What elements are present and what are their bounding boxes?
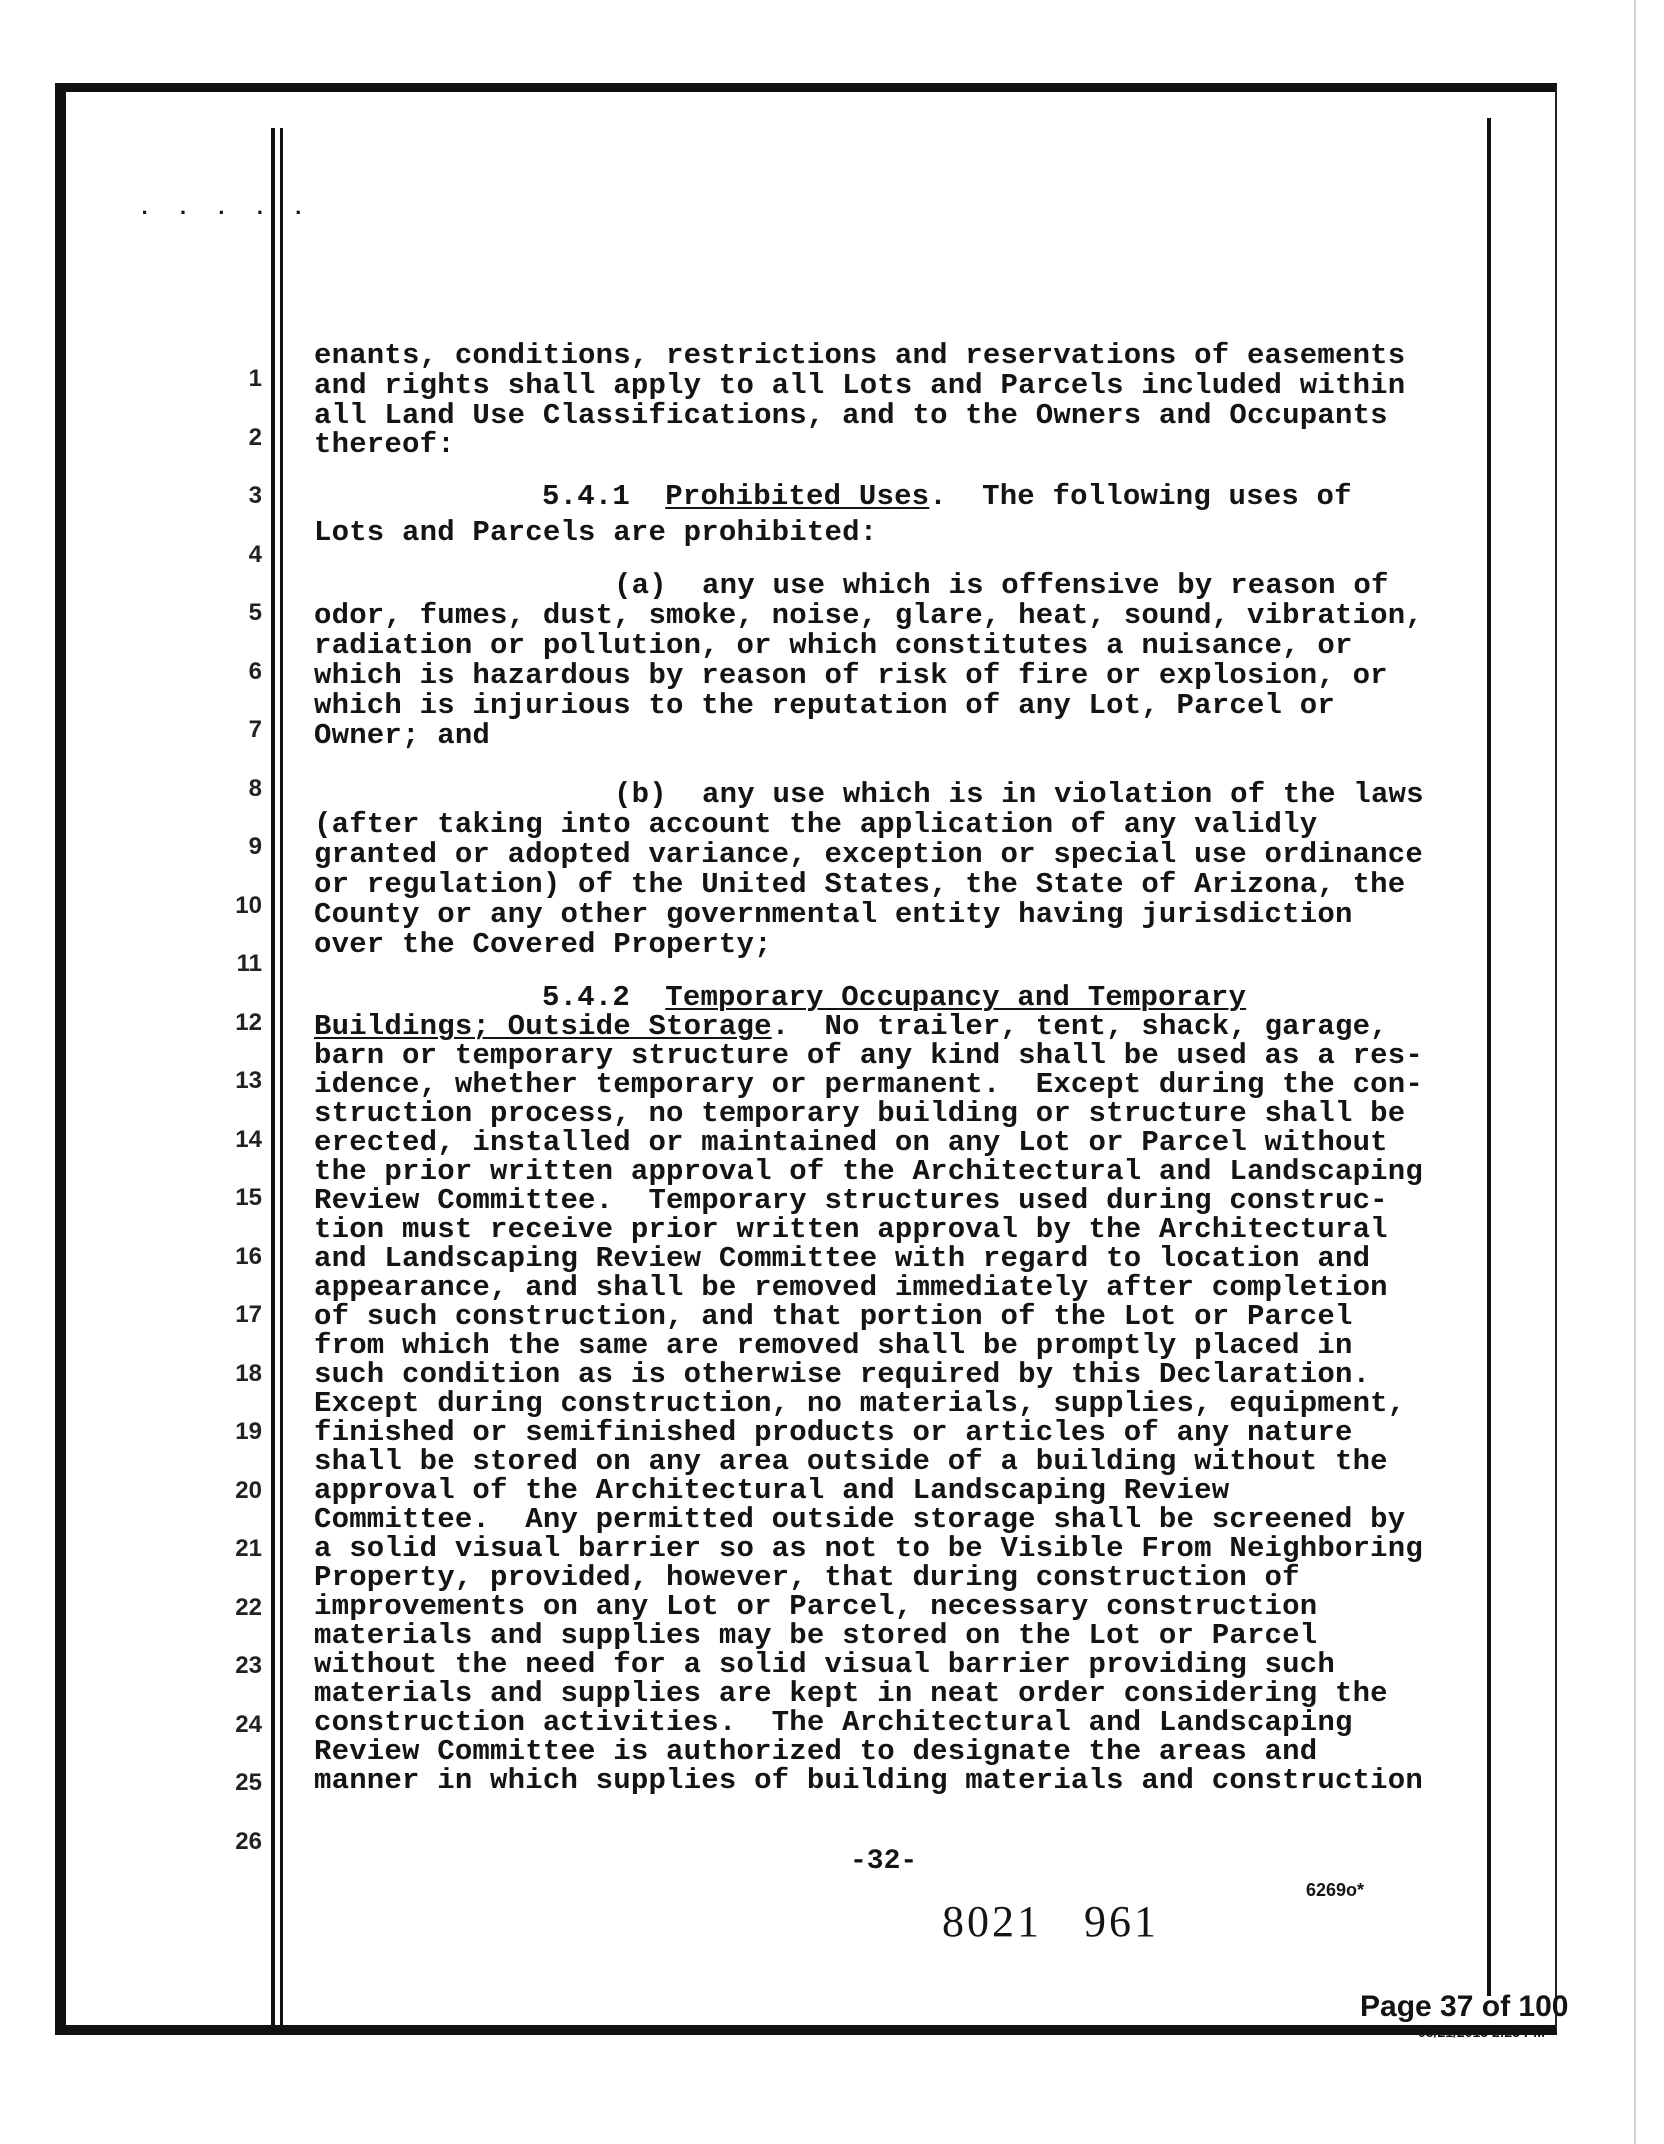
- line-number: 13: [235, 1067, 262, 1094]
- item-text: any use which is in violation of the laws: [702, 778, 1424, 811]
- item-marker: (b): [614, 778, 667, 811]
- line-number: 6: [248, 657, 262, 685]
- body-line: all Land Use Classifications, and to the Owners and Occupants: [314, 399, 1388, 432]
- body-line: (after taking into account the application of any validly: [314, 808, 1318, 841]
- line-number: 10: [235, 891, 262, 919]
- body-line: such condition as is otherwise required by this Declaration.: [314, 1358, 1371, 1391]
- line-number: 3: [248, 482, 262, 509]
- body-line: Owner; and: [314, 719, 491, 752]
- body-line: barn or temporary structure of any kind shall be used as a res-: [314, 1039, 1423, 1072]
- body-line: materials and supplies may be stored on the Lot or Parcel: [314, 1619, 1318, 1652]
- item-b-lead: [614, 780, 1424, 810]
- line-number: 14: [235, 1125, 262, 1153]
- body-line: appearance, and shall be removed immediately after completion: [314, 1271, 1388, 1304]
- line-number: 11: [236, 950, 262, 977]
- line-number: 21: [235, 1535, 262, 1562]
- line-number: 22: [235, 1593, 262, 1621]
- pleading-line-numbers: [210, 350, 262, 1871]
- body-line: materials and supplies are kept in neat order considering the: [314, 1677, 1388, 1710]
- body-line: Review Committee is authorized to designate the areas and: [314, 1735, 1318, 1768]
- line-number: 4: [248, 540, 262, 568]
- book-page-stamp: 8021 961: [942, 1897, 1159, 1946]
- section-title: Temporary Occupancy and Temporary: [665, 981, 1247, 1014]
- line-number: 18: [235, 1359, 262, 1387]
- body-line: Except during construction, no materials, supplies, equipment,: [314, 1387, 1406, 1420]
- line-number: 23: [235, 1652, 262, 1679]
- body-line: radiation or pollution, or which constitutes a nuisance, or: [314, 629, 1353, 662]
- body-line: of such construction, and that portion of the Lot or Parcel: [314, 1300, 1353, 1333]
- body-line: improvements on any Lot or Parcel, necessary construction: [314, 1590, 1318, 1623]
- body-line: idence, whether temporary or permanent. Except during the con-: [314, 1068, 1423, 1101]
- body-line: without the need for a solid visual barrier providing such: [314, 1648, 1335, 1681]
- body-line: approval of the Architectural and Landscaping Review: [314, 1474, 1230, 1507]
- body-line: and Landscaping Review Committee with regard to location and: [314, 1242, 1371, 1275]
- line-number: 2: [248, 423, 262, 451]
- item-marker: (a): [614, 569, 667, 602]
- line-number: 9: [248, 833, 262, 860]
- line-number: 16: [235, 1242, 262, 1270]
- line-number: 7: [248, 716, 262, 743]
- body-line: from which the same are removed shall be promptly placed in: [314, 1329, 1353, 1362]
- body-line: over the Covered Property;: [314, 928, 772, 961]
- body-line: Lots and Parcels are prohibited:: [314, 516, 878, 549]
- line-number: 24: [235, 1710, 262, 1738]
- body-line: finished or semifinished products or articles of any nature: [314, 1416, 1353, 1449]
- body-line: thereof:: [314, 428, 455, 461]
- body-line: which is injurious to the reputation of any Lot, Parcel or: [314, 689, 1335, 722]
- body-line: Review Committee. Temporary structures used during construc-: [314, 1184, 1388, 1217]
- section-5-4-1-heading: [542, 482, 1352, 512]
- section-number: 5.4.2: [542, 981, 631, 1014]
- line-number: 26: [235, 1827, 262, 1855]
- body-line: or regulation) of the United States, the State of Arizona, the: [314, 868, 1406, 901]
- line-number: 5: [248, 599, 262, 626]
- margin-specks: . . . . .: [138, 196, 311, 221]
- body-line: the prior written approval of the Architectural and Landscaping: [314, 1155, 1423, 1188]
- line-number: 1: [248, 365, 262, 392]
- line-number: 15: [235, 1184, 262, 1211]
- section-number: 5.4.1: [542, 480, 631, 513]
- body-line: a solid visual barrier so as not to be Visible From Neighboring: [314, 1532, 1423, 1565]
- body-line: and rights shall apply to all Lots and Parcels included within: [314, 369, 1406, 402]
- body-line: tion must receive prior written approval by the Architectural: [314, 1213, 1388, 1246]
- body-line: construction activities. The Architectural and Landscaping: [314, 1706, 1353, 1739]
- body-line: which is hazardous by reason of risk of fire or explosion, or: [314, 659, 1388, 692]
- body-line: Property, provided, however, that during construction of: [314, 1561, 1300, 1594]
- body-line: Committee. Any permitted outside storage shall be screened by: [314, 1503, 1406, 1536]
- line-number: 8: [248, 774, 262, 802]
- scan-edge-line: [1634, 0, 1636, 2144]
- item-a-lead: [614, 571, 1389, 601]
- section-title: Buildings; Outside Storage: [314, 1010, 772, 1043]
- right-margin-rule: [1487, 118, 1491, 1996]
- item-text: any use which is offensive by reason of: [702, 569, 1389, 602]
- page-counter: Page 37 of 100: [1360, 1990, 1569, 2023]
- print-timestamp: 05/21/2013 2:25 PM: [1418, 2024, 1545, 2040]
- section-lead-in: . The following uses of: [929, 480, 1352, 513]
- line-number: 25: [235, 1769, 262, 1796]
- body-line: struction process, no temporary building or structure shall be: [314, 1097, 1406, 1130]
- line-number: 12: [235, 1008, 262, 1036]
- page-number: -32-: [850, 1846, 918, 1877]
- body-line: odor, fumes, dust, smoke, noise, glare, heat, sound, vibration,: [314, 599, 1423, 632]
- line-number: 17: [235, 1301, 262, 1328]
- section-title: Prohibited Uses: [665, 480, 930, 513]
- line-number: 19: [235, 1418, 262, 1445]
- section-5-4-2-heading: [542, 983, 1246, 1013]
- section-5-4-2-heading-cont: [314, 1012, 1388, 1042]
- body-line: manner in which supplies of building materials and construction: [314, 1764, 1423, 1797]
- section-lead-in: . No trailer, tent, shack, garage,: [771, 1010, 1388, 1043]
- left-margin-rule-inner: [280, 128, 283, 2028]
- body-line: County or any other governmental entity having jurisdiction: [314, 898, 1353, 931]
- left-margin-rule: [271, 128, 275, 2028]
- line-number: 20: [235, 1476, 262, 1504]
- body-line: granted or adopted variance, exception or special use ordinance: [314, 838, 1423, 871]
- body-line: erected, installed or maintained on any Lot or Parcel without: [314, 1126, 1388, 1159]
- body-line: enants, conditions, restrictions and reservations of easements: [314, 339, 1406, 372]
- body-line: shall be stored on any area outside of a building without the: [314, 1445, 1388, 1478]
- recorder-code: 6269o*: [1306, 1880, 1365, 1900]
